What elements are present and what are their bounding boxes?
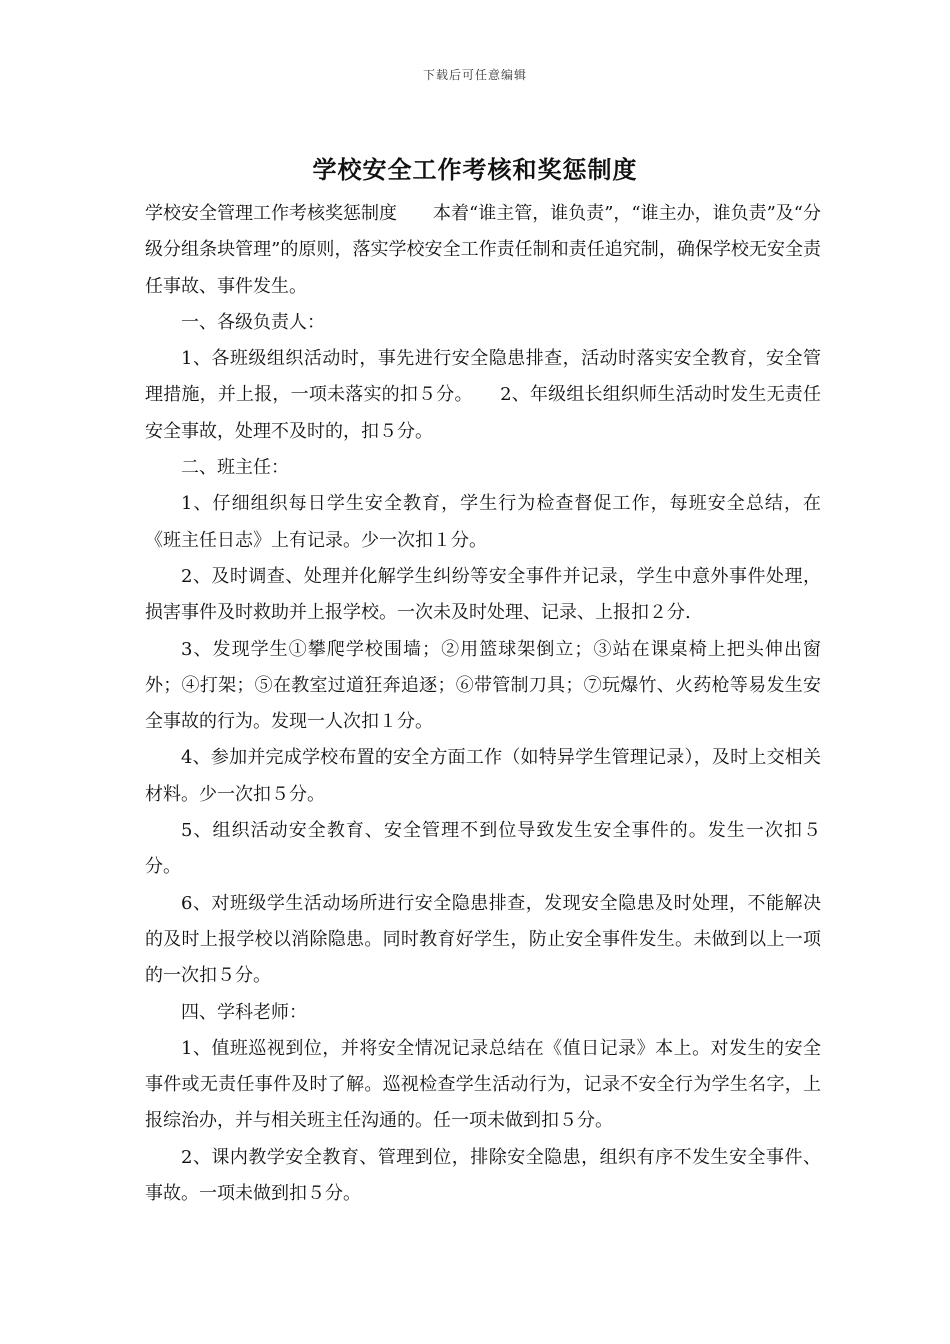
section-heading-leaders: 一、各级负责人： xyxy=(181,311,325,333)
class-teacher-rule-1: 1、仔细组织每日学生安全教育，学生行为检查督促工作，每班安全总结，在《班主任日志》上有记录。少一次扣１分。 xyxy=(145,493,821,551)
class-teacher-rule-3: 3、发现学生①攀爬学校围墙；②用篮球架倒立；③站在课桌椅上把头伸出窗外；④打架；⑤在教室过道狂奔追逐；⑥带管制刀具；⑦玩爆竹、火药枪等易发生安全事故的行为。发现一人次扣１分。 xyxy=(145,638,821,733)
class-teacher-rule-5: 5、组织活动安全教育、安全管理不到位导致发生安全事件的。发生一次扣５分。 xyxy=(145,820,821,878)
section-heading-subject-teacher: 四、学科老师： xyxy=(181,1001,307,1023)
document-title: 学校安全工作考核和奖惩制度 xyxy=(312,155,638,184)
class-teacher-rule-4: 4、参加并完成学校布置的安全方面工作（如特异学生管理记录），及时上交相关材料。少一次扣５分。 xyxy=(145,747,821,805)
header-note: 下载后可任意编辑 xyxy=(422,68,527,82)
subject-teacher-rule-1: 1、值班巡视到位，并将安全情况记录总结在《值日记录》本上。对发生的安全事件或无责任事件及时了解。巡视检查学生活动行为，记录不安全行为学生名字，上报综治办，并与相关班主任沟通的。任一项未做到扣５分。 xyxy=(145,1037,821,1132)
leaders-rules-paragraph: 1、各班级组织活动时，事先进行安全隐患排查，活动时落实安全教育，安全管理措施，并上报，一项未落实的扣５分。 2、年级组长组织师生活动时发生无责任安全事故，处理不及时的，扣５分。 xyxy=(145,348,821,442)
intro-paragraph: 学校安全管理工作考核奖惩制度 本着“谁主管，谁负责”，“谁主办，谁负责”及“分级分组条块管理”的原则，落实学校安全工作责任制和责任追究制，确保学校无安全责任事故、事件发生。 xyxy=(145,203,822,297)
subject-teacher-rule-2: 2、课内教学安全教育、管理到位，排除安全隐患，组织有序不发生安全事件、事故。一项未做到扣５分。 xyxy=(145,1146,821,1205)
class-teacher-rule-2: 2、及时调查、处理并化解学生纠纷等安全事件并记录，学生中意外事件处理，损害事件及时救助并上报学校。一次未及时处理、记录、上报扣２分. xyxy=(145,565,821,624)
section-heading-class-teacher: 二、班主任： xyxy=(181,457,289,479)
document-body xyxy=(145,196,821,1212)
class-teacher-rule-6: 6、对班级学生活动场所进行安全隐患排查，发现安全隐患及时处理，不能解决的及时上报学校以消除隐患。同时教育好学生，防止安全事件发生。未做到以上一项的一次扣５分。 xyxy=(145,892,821,987)
